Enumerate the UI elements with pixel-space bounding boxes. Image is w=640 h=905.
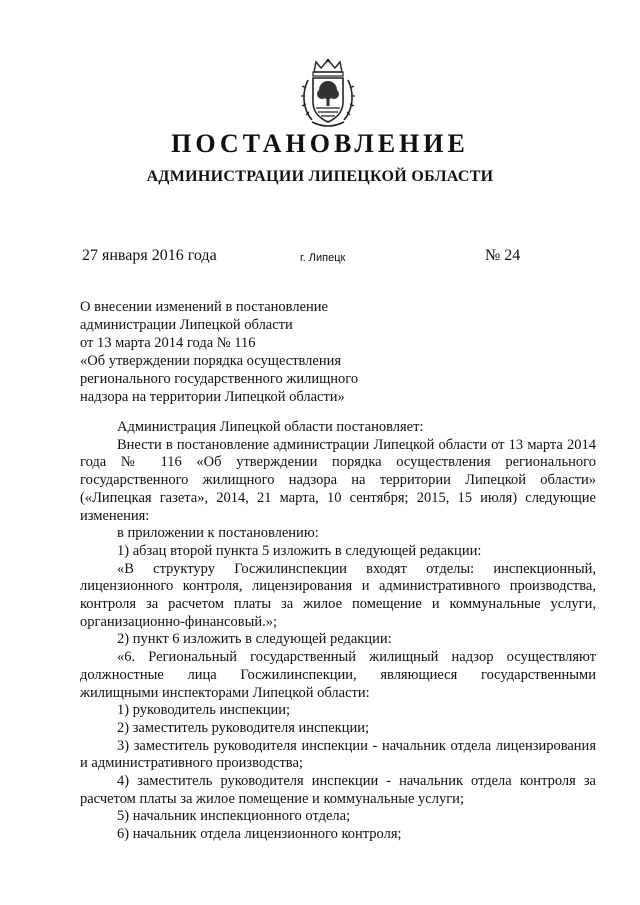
document-subject (80, 298, 400, 406)
subject-line: администрации Липецкой области (80, 317, 293, 333)
body-paragraph: в приложении к постановлению: (117, 525, 319, 542)
body-paragraph: 2) заместитель руководителя инспекции; (117, 719, 370, 736)
document-title: ПОСТАНОВЛЕНИЕ (171, 129, 469, 158)
body-paragraph: 6) начальник отдела лицензионного контроля; (117, 826, 402, 843)
document-body (80, 419, 596, 844)
document-subtitle: АДМИНИСТРАЦИИ ЛИПЕЦКОЙ ОБЛАСТИ (146, 168, 494, 185)
subject-line: «Об утверждении порядка осуществления (80, 353, 342, 369)
subject-line: О внесении изменений в постановление (80, 299, 328, 315)
subject-line: надзора на территории Липецкой области» (80, 389, 345, 405)
body-paragraph: 1) руководитель инспекции; (117, 702, 291, 719)
body-paragraph: Администрация Липецкой области постановляет: (117, 419, 424, 435)
body-paragraph: 5) начальник инспекционного отдела; (117, 808, 351, 825)
body-paragraph: 2) пункт 6 изложить в следующей редакции: (117, 631, 392, 648)
document-date: 27 января 2016 года (82, 247, 217, 264)
document-city: г. Липецк (300, 252, 346, 264)
subject-line: от 13 марта 2014 года № 116 (80, 335, 256, 351)
body-paragraph: Внести в постановление администрации Липецкой области от 13 марта 2014 года № 116 «Об утверждении порядка осуществления регионального государственного жилищного надзора на территории Липецкой области» («Липецкая газета», 2014, 21 марта, 10 сентября; 2015, 15 июля) следующие изменения: (80, 436, 596, 524)
body-paragraph: 1) абзац второй пункта 5 изложить в следующей редакции: (117, 542, 482, 559)
body-paragraph: «6. Региональный государственный жилищный надзор осуществляют должностные лица Госжилинспекции, являющиеся государственными жилищными инспекторами Липецкой области: (80, 649, 596, 701)
document-number: № 24 (485, 247, 521, 264)
body-paragraph: «В структуру Госжилинспекции входят отделы: инспекционный, лицензионного контроля, лицензирования и административного производства, контроля за расчетом платы за жилое помещение и коммунальные услуги, организационно-финансовый.»; (80, 560, 596, 630)
body-paragraph: 4) заместитель руководителя инспекции - начальник отдела контроля за расчетом платы за жилое помещение и коммунальные услуги; (80, 773, 596, 807)
body-paragraph: 3) заместитель руководителя инспекции - начальник отдела лицензирования и административного производства; (80, 737, 596, 772)
subject-line: регионального государственного жилищного (80, 371, 359, 387)
coat-of-arms-icon (300, 58, 356, 130)
